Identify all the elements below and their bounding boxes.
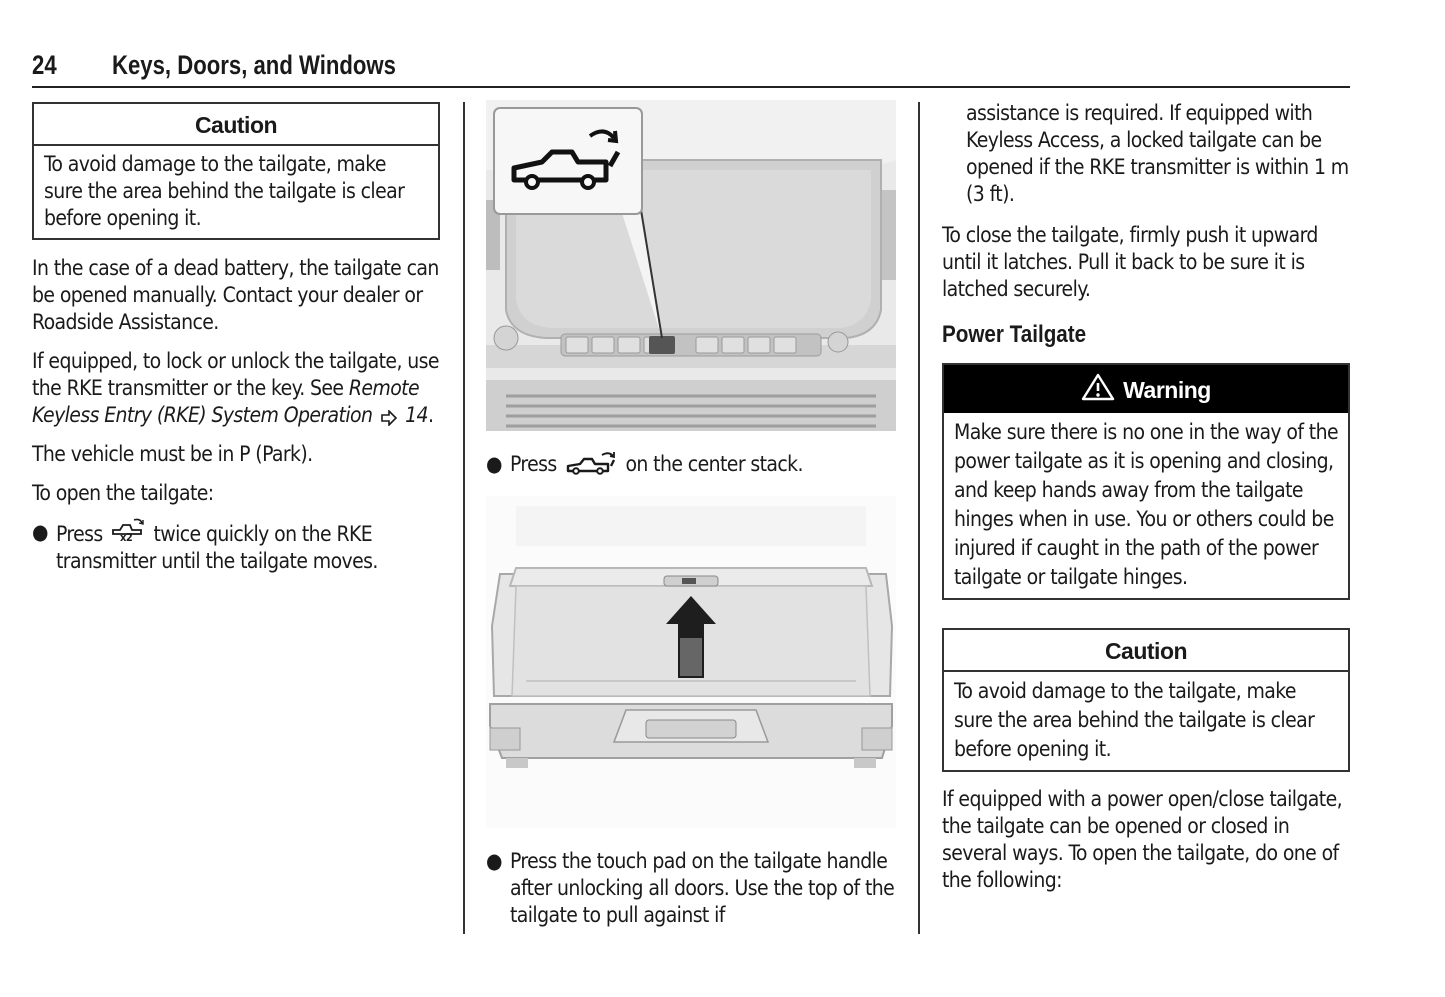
park-paragraph: The vehicle must be in P (Park).	[32, 442, 313, 466]
left-column	[32, 100, 440, 575]
rke-reference-link[interactable]: Remote Keyless Entry (RKE) System Operation	[32, 376, 420, 427]
power-open-paragraph: If equipped with a power open/close tailgate, the tailgate can be opened or closed in several ways. To open the tailgate, do one of the following:	[942, 787, 1343, 892]
open-intro-paragraph: To open the tailgate:	[32, 481, 214, 505]
bullet-dot: ●	[486, 849, 503, 873]
touchpad-bullet-text: Press the touch pad on the tailgate handle after unlocking all doors. Use the top of the tailgate to pull against if	[510, 849, 895, 927]
caution-box	[32, 102, 440, 240]
caution-heading: Caution	[34, 104, 438, 146]
caution-text: To avoid damage to the tailgate, make sure the area behind the tailgate is clear before opening it.	[954, 679, 1315, 761]
truck-tailgate-open-icon	[564, 451, 618, 475]
reference-page-number[interactable]: 14	[405, 403, 428, 427]
tailgate-illustration	[486, 496, 896, 828]
list-item: ● Press x2 twice quickly on the RKE transmitter until the tailgate moves.	[32, 520, 378, 573]
caution-heading: Caution	[944, 630, 1348, 672]
warning-heading: Warning	[1123, 377, 1211, 403]
center-stack-illustration	[486, 100, 896, 431]
rke-icon-label: x2	[120, 531, 133, 544]
caution-box	[942, 628, 1350, 772]
column-divider	[463, 102, 465, 934]
warning-box	[942, 363, 1350, 600]
rke-tailgate-x2-icon	[110, 519, 146, 545]
page-number: 24	[32, 50, 57, 80]
list-item: ● Press on the center stack.	[486, 452, 803, 476]
column-divider	[918, 102, 920, 934]
page-reference-arrow-icon	[380, 410, 398, 426]
close-paragraph: To close the tailgate, firmly push it upward until it latches. Pull it back to be sure it is latched securely.	[942, 223, 1318, 301]
list-item	[486, 848, 896, 929]
warning-text: Make sure there is no one in the way of the power tailgate as it is opening and closing, and keep hands away from the tailgate hinges when in use. You or others could be injured if caught in the path of the power tailgate or tailgate hinges.	[954, 420, 1339, 589]
middle-column	[486, 100, 896, 929]
continued-paragraph: assistance is required. If equipped with Keyless Access, a locked tailgate can be opened if the RKE transmitter is within 1 m (3 ft).	[966, 101, 1349, 206]
lock-unlock-paragraph: If equipped, to lock or unlock the tailgate, use the RKE transmitter or the key. See Remote Keyless Entry (RKE) System Operation 14.	[32, 349, 439, 427]
right-column	[942, 100, 1350, 894]
bullet-dot: ●	[486, 452, 503, 476]
warning-triangle-icon	[1081, 373, 1115, 401]
bullet-dot: ●	[32, 520, 49, 544]
dead-battery-paragraph: In the case of a dead battery, the tailgate can be opened manually. Contact your dealer or Roadside Assistance.	[32, 256, 439, 334]
caution-text: To avoid damage to the tailgate, make sure the area behind the tailgate is clear before opening it.	[44, 152, 405, 230]
power-tailgate-heading: Power Tailgate	[942, 321, 1087, 348]
page-header	[32, 50, 1350, 88]
section-title: Keys, Doors, and Windows	[112, 50, 396, 80]
